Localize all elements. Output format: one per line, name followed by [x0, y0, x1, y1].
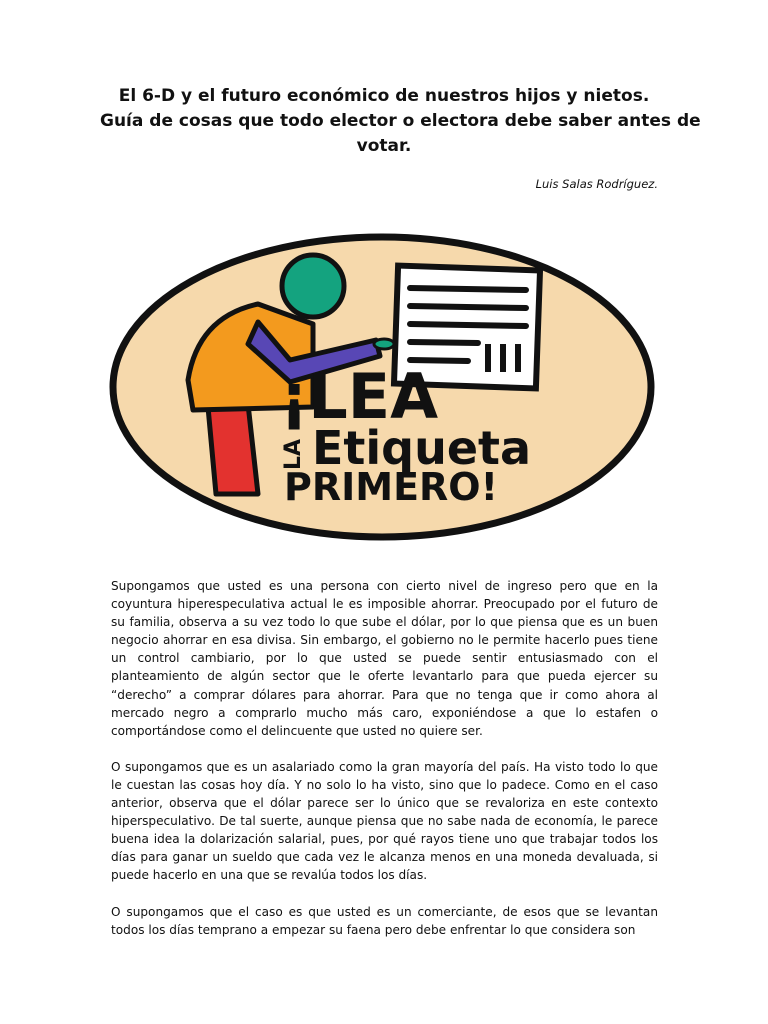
title-line-3: votar. — [356, 136, 412, 156]
article-body — [111, 577, 658, 957]
author-name: Luis Salas Rodríguez. — [535, 177, 658, 191]
document-title — [100, 84, 701, 159]
paragraph-2: O supongamos que es un asalariado como la gran mayoría del país. Ha visto todo lo que le cuestan las cosas hoy día. Y no solo lo ha visto, sino que lo padece. Como en el caso anterior, observa que el dólar parece ser lo único que se revaloriza en este contexto hiperspeculativo. De tal suerte, aunque piensa que no sabe nada de economía, le parece buena idea la dolarización salarial, pues, por qué rayos tiene uno que trabajar todos los días para ganar un sueldo que cada vez le alcanza menos en una moneda devaluada, si puede hacerlo en una que se revalúa todos los días. — [111, 759, 658, 883]
logo-line-1: ¡LEA — [280, 360, 439, 433]
logo-line-3: PRIMERO! — [284, 465, 498, 509]
title-line-2: Guía de cosas que todo elector o electora debe saber antes de — [100, 111, 701, 131]
lea-la-etiqueta-logo — [108, 232, 658, 544]
paragraph-3: O supongamos que el caso es que usted es un comerciante, de esos que se levantan todos los días temprano a empezar su faena pero debe enfrentar lo que considera son — [111, 904, 658, 937]
paragraph-1: Supongamos que usted es una persona con cierto nivel de ingreso pero que en la coyuntura hiperespeculativa actual le es imposible ahorrar. Preocupado por el futuro de su familia, observa a su vez todo lo que sube el dólar, por lo que piensa que es un buen negocio ahorrar en esa divisa. Sin embargo, el gobierno no le permite hacerlo pues tiene un control cambiario, por lo que usted se puede sentir entusiasmado con el planteamiento de algún sector que le oferte levantarlo para que pueda ejercer su “derecho” a comprar dólares para ahorrar. Para que no tenga que ir como ahora al mercado negro a comprarlo mucho más caro, exponiéndose a que lo estafen o comportándose como el delincuente que usted no quiere ser. — [111, 579, 658, 738]
title-line-1: El 6-D y el futuro económico de nuestros hijos y nietos. — [118, 86, 650, 106]
logo-line-2: Etiqueta — [312, 421, 532, 475]
logo-vertical-text: LA — [281, 438, 306, 470]
